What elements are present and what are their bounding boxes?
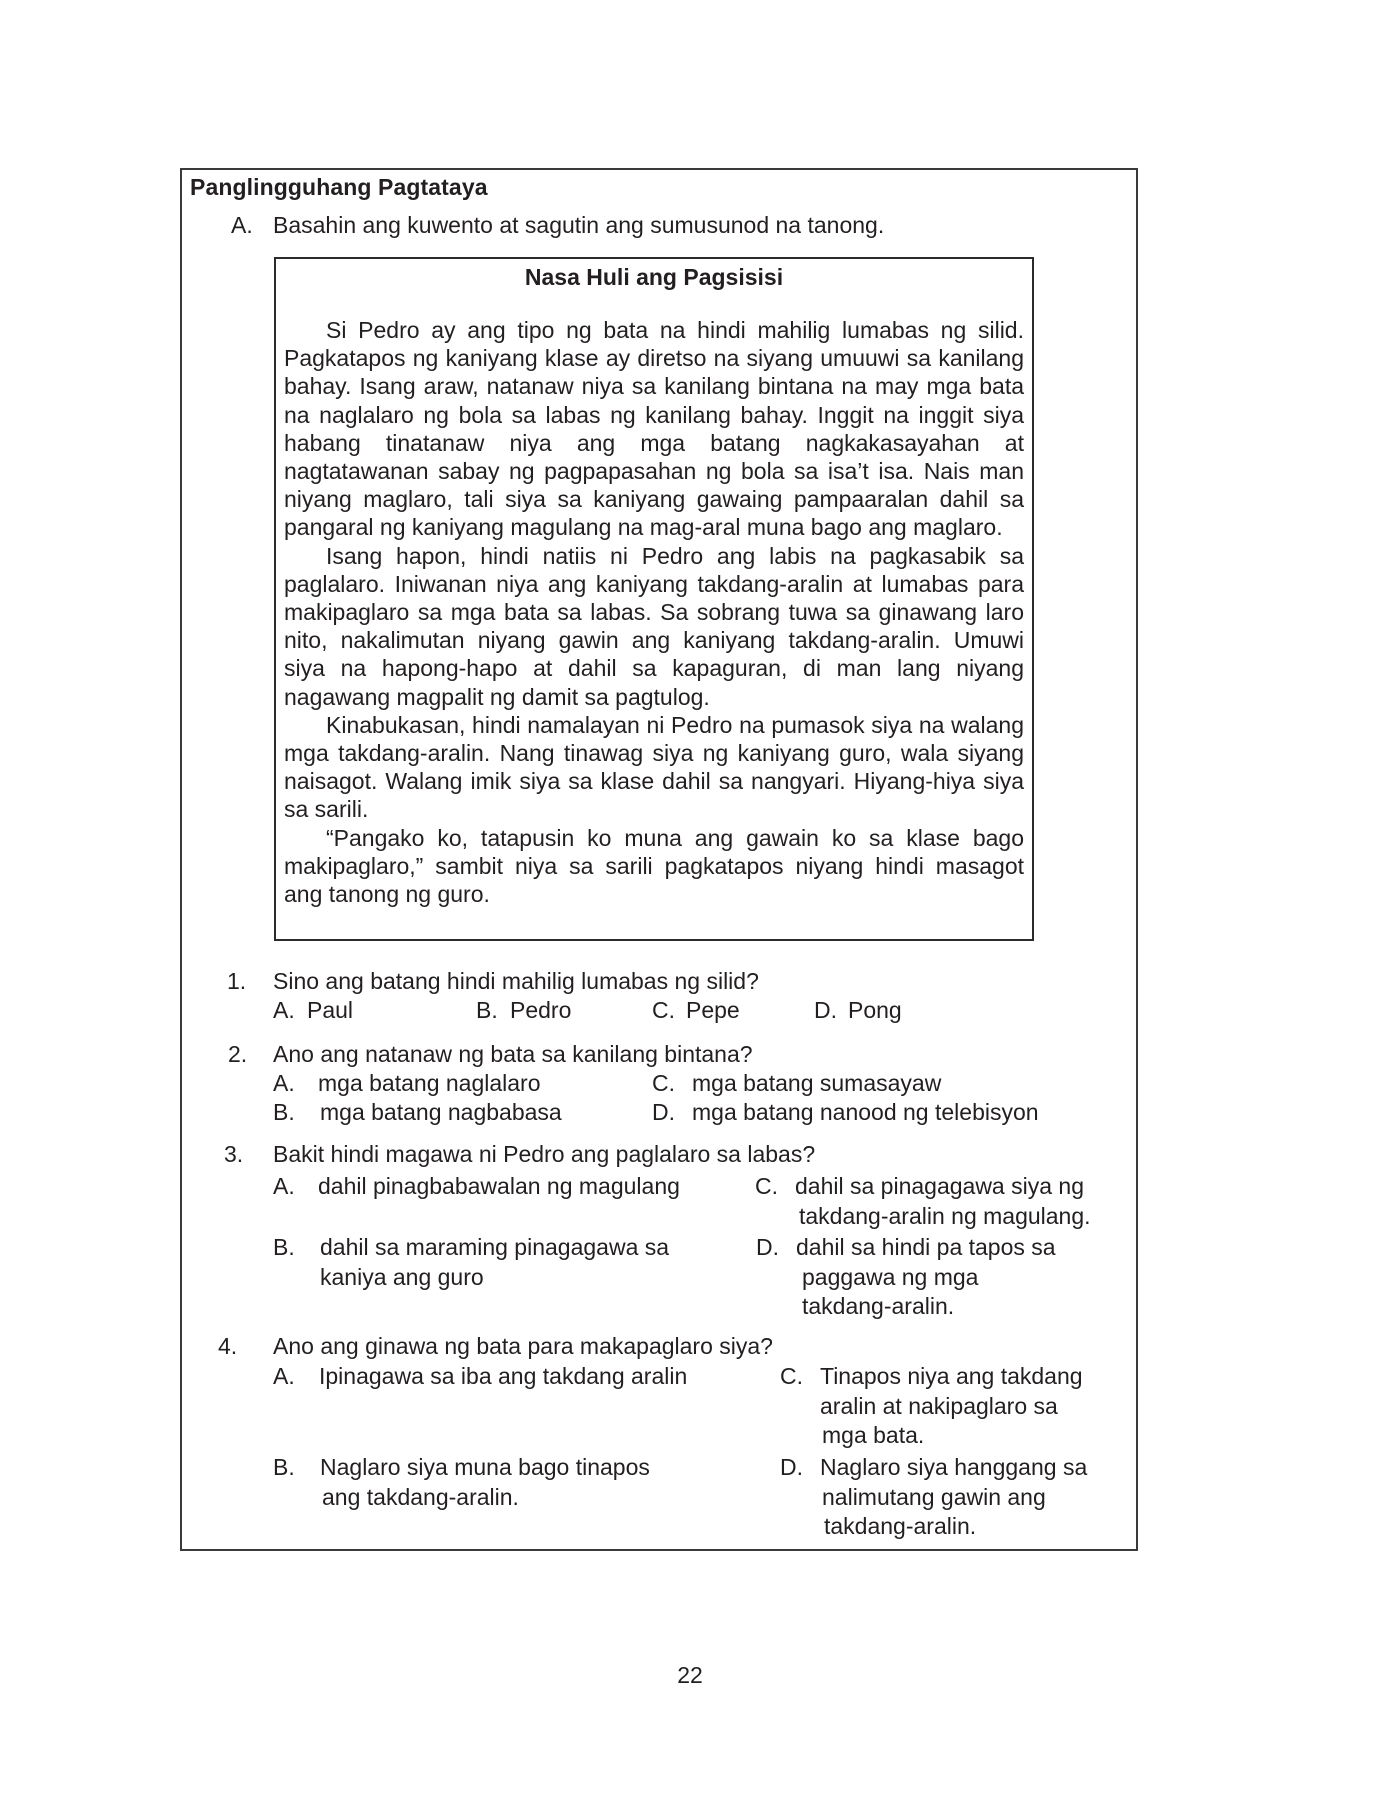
option-text-line: Naglaro siya hanggang sa (820, 1454, 1088, 1480)
question-number: 1. (227, 968, 247, 994)
option-letter: B. (273, 1454, 295, 1480)
option-b (273, 1098, 562, 1128)
option-text-line: mga bata. (822, 1422, 925, 1448)
option-letter: C. (652, 1070, 675, 1096)
question-number: 3. (224, 1141, 244, 1167)
option-text-line: aralin at nakipaglaro sa (820, 1392, 1058, 1419)
option-letter: C. (780, 1363, 803, 1389)
option-text (320, 1453, 650, 1512)
story-paragraph: “Pangako ko, tatapusin ko muna ang gawain ko sa klase bago makipaglaro,” sambit niya sa sarili pagkatapos niyang hindi masagot ang tanong ng guro. (284, 824, 1024, 908)
option-letter: A. (273, 1363, 295, 1389)
option-text-line: takdang-aralin. (824, 1513, 977, 1539)
story-title: Nasa Huli ang Pagsisisi (524, 264, 784, 290)
option-text (820, 1453, 1087, 1542)
option-text: mga batang nanood ng telebisyon (692, 1099, 1039, 1125)
option-letter: A. (273, 1173, 295, 1199)
option-text: mga batang sumasayaw (692, 1070, 942, 1096)
option-text (320, 1233, 669, 1292)
option-c (780, 1362, 1083, 1451)
option-letter: D. (652, 1099, 675, 1125)
option-b (273, 1453, 650, 1512)
option-d (814, 996, 902, 1026)
question-text: Ano ang ginawa ng bata para makapaglaro siya? (273, 1333, 773, 1359)
section-heading: Panglingguhang Pagtataya (190, 174, 488, 200)
option-text: Pepe (686, 997, 740, 1023)
story-paragraph: Isang hapon, hindi natiis ni Pedro ang labis na pagkasabik sa paglalaro. Iniwanan niya ang kaniyang takdang-aralin at lumabas para makipaglaro sa mga bata sa labas. Sa sobrang tuwa sa ginawang laro nito, nakalimutan niyang gawin ang kaniyang takdang-aralin. Umuwi siya na hapong-hapo at dahil sa kapaguran, di man lang niyang nagawang magpalit ng damit sa pagtulog. (284, 542, 1024, 710)
option-letter: D. (780, 1454, 803, 1480)
option-text-line: dahil sa hindi pa tapos sa (796, 1234, 1056, 1260)
page-number: 22 (677, 1662, 703, 1688)
question-text: Sino ang batang hindi mahilig lumabas ng silid? (273, 968, 759, 994)
option-letter: B. (273, 1099, 295, 1125)
option-d (756, 1233, 1056, 1322)
instruction-text: Basahin ang kuwento at sagutin ang sumusunod na tanong. (273, 212, 885, 238)
story-paragraph: Si Pedro ay ang tipo ng bata na hindi mahilig lumabas ng silid. Pagkatapos ng kaniyang klase ay diretso na siyang umuuwi sa kanilang bahay. Isang araw, natanaw niya sa kanilang bintana na may mga bata na naglalaro ng bola sa labas ng kanilang bahay. Inggit na inggit siya habang tinatanaw niya ang mga batang nagkakasayahan at nagtatawanan sabay ng pagpapasahan ng bola sa isa’t isa. Nais man niyang maglaro, tali siya sa kaniyang gawaing pampaaralan dahil sa pangaral ng kaniyang magulang na mag-aral muna bago ang maglaro. (284, 317, 1024, 541)
option-text (796, 1233, 1056, 1322)
question-text: Bakit hindi magawa ni Pedro ang paglalaro sa labas? (273, 1141, 816, 1167)
option-text: mga batang nagbabasa (320, 1099, 562, 1125)
option-letter: A. (273, 997, 295, 1023)
option-text-line: nalimutang gawin ang (822, 1483, 1046, 1510)
option-text-line: paggawa ng mga (802, 1263, 979, 1290)
option-text-line: dahil sa pinagagawa siya ng (795, 1173, 1084, 1199)
option-b (476, 996, 571, 1026)
instruction-letter: A. (231, 212, 253, 238)
option-text: dahil pinagbabawalan ng magulang (318, 1173, 680, 1199)
option-text-line: ang takdang-aralin. (322, 1483, 519, 1510)
option-text: Pedro (510, 997, 572, 1023)
option-text-line: Naglaro siya muna bago tinapos (320, 1454, 650, 1480)
option-letter: C. (755, 1173, 778, 1199)
option-b (273, 1233, 669, 1292)
option-d (652, 1098, 1039, 1128)
option-text (820, 1362, 1083, 1451)
option-d (780, 1453, 1087, 1542)
question-number: 4. (218, 1333, 238, 1359)
question-number: 2. (228, 1041, 248, 1067)
option-text-line: takdang-aralin. (802, 1293, 955, 1319)
option-text-line: dahil sa maraming pinagagawa sa (320, 1234, 670, 1260)
question-text: Ano ang natanaw ng bata sa kanilang bintana? (273, 1041, 753, 1067)
option-a (273, 1069, 541, 1099)
option-a (273, 1362, 687, 1392)
option-text: Pong (848, 997, 902, 1023)
option-letter: D. (814, 997, 837, 1023)
option-a (273, 1172, 680, 1202)
option-letter: B. (476, 997, 498, 1023)
option-text (795, 1172, 1091, 1231)
option-c (652, 996, 740, 1026)
option-text-line: Tinapos niya ang takdang (820, 1363, 1083, 1389)
option-text: Ipinagawa sa iba ang takdang aralin (319, 1363, 688, 1389)
option-c (755, 1172, 1091, 1231)
option-letter: B. (273, 1234, 295, 1260)
option-text-line: kaniya ang guro (320, 1263, 484, 1290)
story-body (284, 316, 1024, 908)
option-text: mga batang naglalaro (318, 1070, 541, 1096)
option-letter: A. (273, 1070, 295, 1096)
option-a (273, 996, 353, 1026)
story-paragraph: Kinabukasan, hindi namalayan ni Pedro na pumasok siya na walang mga takdang-aralin. Nang tinawag siya ng kaniyang guro, wala siyang naisagot. Walang imik siya sa klase dahil sa nangyari. Hiyang-hiya siya sa sarili. (284, 711, 1024, 823)
option-text: Paul (307, 997, 354, 1023)
option-letter: D. (756, 1234, 779, 1260)
option-letter: C. (652, 997, 675, 1023)
option-c (652, 1069, 941, 1099)
option-text-line: takdang-aralin ng magulang. (799, 1202, 1091, 1229)
